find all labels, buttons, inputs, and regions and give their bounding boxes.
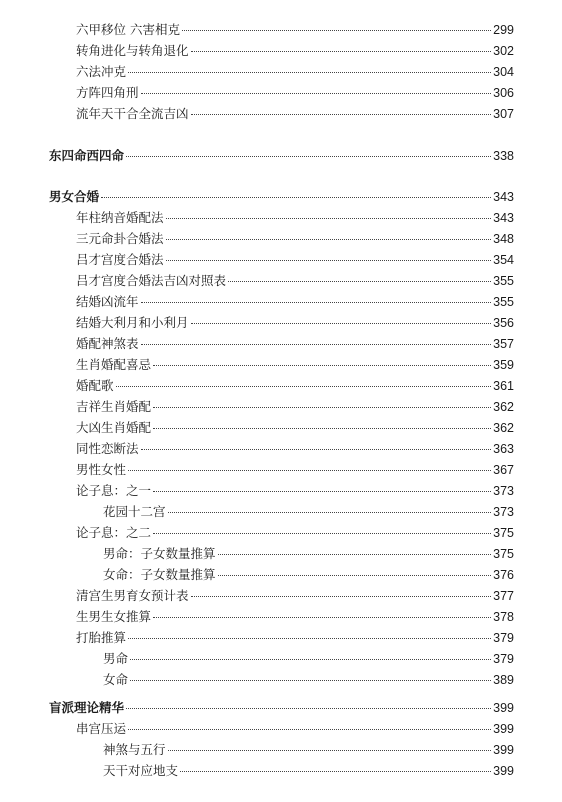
toc-entry: [76, 85, 514, 101]
toc-page-number: 343: [493, 190, 514, 204]
toc-entry-title: 男命：子女数量推算: [103, 546, 216, 561]
toc-entry-title: 流年天干合全流吉凶: [76, 106, 189, 121]
toc-entry-title: 女命：子女数量推算: [103, 567, 216, 582]
toc-entry: [76, 609, 514, 625]
toc-page-number: 338: [493, 149, 514, 163]
toc-entry: [76, 525, 514, 541]
dot-leader: [116, 386, 492, 387]
toc-entry: [76, 273, 514, 289]
dot-leader: [218, 554, 492, 555]
dot-leader: [141, 344, 492, 345]
toc-page-number: 357: [493, 337, 514, 351]
dot-leader: [228, 281, 491, 282]
toc-entry-title: 结婚大利月和小利月: [76, 315, 189, 330]
toc-page-number: 355: [493, 274, 514, 288]
toc-page-number: 375: [493, 547, 514, 561]
toc-entry-title: 男女合婚: [49, 189, 100, 204]
toc-entry: [76, 22, 514, 38]
dot-leader: [130, 680, 491, 681]
toc-page-number: 304: [493, 65, 514, 79]
toc-page-number: 363: [493, 442, 514, 456]
dot-leader: [126, 708, 491, 709]
toc-entry: [76, 588, 514, 604]
toc-entry-title: 论子息：之二: [76, 525, 152, 540]
toc-page-number: 354: [493, 253, 514, 267]
toc-page-number: 348: [493, 232, 514, 246]
toc-entry: [76, 106, 514, 122]
dot-leader: [191, 323, 492, 324]
dot-leader: [141, 302, 492, 303]
toc-entry: [76, 231, 514, 247]
dot-leader: [153, 617, 491, 618]
toc-entry: [76, 64, 514, 80]
toc-entry-title: 天干对应地支: [103, 763, 179, 778]
dot-leader: [128, 638, 491, 639]
dot-leader: [128, 729, 491, 730]
toc-entry-title: 打胎推算: [76, 630, 127, 645]
toc-page-number: 362: [493, 400, 514, 414]
dot-leader: [191, 114, 492, 115]
toc-entry-title: 神煞与五行: [103, 742, 166, 757]
toc-entry-title: 女命: [103, 672, 129, 687]
toc-entry: [76, 210, 514, 226]
toc-entry: [103, 763, 514, 779]
toc-entry-title: 婚配歌: [76, 378, 114, 393]
dot-leader: [218, 575, 492, 576]
toc-page-number: 359: [493, 358, 514, 372]
toc-page-number: 399: [493, 743, 514, 757]
toc-entry-title: 转角进化与转角退化: [76, 43, 189, 58]
toc-entry-title: 花园十二宫: [103, 504, 166, 519]
dot-leader: [130, 659, 491, 660]
toc-page-number: 306: [493, 86, 514, 100]
dot-leader: [191, 51, 492, 52]
toc-page-number: 379: [493, 652, 514, 666]
toc-entry-title: 盲派理论精华: [49, 700, 125, 715]
toc-entry: [76, 441, 514, 457]
toc-page-number: 361: [493, 379, 514, 393]
toc-entry-title: 结婚凶流年: [76, 294, 139, 309]
toc-entry: [76, 315, 514, 331]
toc-entry-title: 六甲移位 六害相克: [76, 22, 180, 37]
toc-page-number: 376: [493, 568, 514, 582]
dot-leader: [182, 30, 491, 31]
toc-entry-title: 大凶生肖婚配: [76, 420, 152, 435]
dot-leader: [153, 491, 491, 492]
dot-leader: [153, 428, 491, 429]
toc-entry-title: 串宫压运: [76, 721, 127, 736]
toc-page-number: 302: [493, 44, 514, 58]
toc-entry: [103, 742, 514, 758]
toc-entry: [76, 252, 514, 268]
toc-entry: [76, 336, 514, 352]
dot-leader: [166, 218, 492, 219]
toc-entry: [76, 294, 514, 310]
toc-entry-title: 论子息：之一: [76, 483, 152, 498]
toc-page-number: 299: [493, 23, 514, 37]
toc-entry-title: 男性女性: [76, 462, 127, 477]
toc-page-number: 399: [493, 722, 514, 736]
toc-entry-title: 年柱纳音婚配法: [76, 210, 164, 225]
toc-entry: [76, 399, 514, 415]
dot-leader: [141, 449, 492, 450]
toc-entry-title: 同性恋断法: [76, 441, 139, 456]
toc-entry: [76, 483, 514, 499]
toc-page-number: 373: [493, 505, 514, 519]
toc-section-heading: [49, 148, 514, 164]
toc-entry: [76, 420, 514, 436]
toc-entry-title: 三元命卦合婚法: [76, 231, 164, 246]
toc-page-number: 379: [493, 631, 514, 645]
toc-page-number: 367: [493, 463, 514, 477]
toc-entry: [103, 546, 514, 562]
toc-entry-title: 婚配神煞表: [76, 336, 139, 351]
toc-page-number: 389: [493, 673, 514, 687]
toc-entry: [76, 378, 514, 394]
toc-entry-title: 生男生女推算: [76, 609, 152, 624]
dot-leader: [153, 407, 491, 408]
toc-entry-title: 方阵四角刑: [76, 85, 139, 100]
toc-page-number: 343: [493, 211, 514, 225]
toc-page-number: 399: [493, 701, 514, 715]
toc-entry: [103, 651, 514, 667]
toc-section-heading: [49, 189, 514, 205]
dot-leader: [191, 596, 492, 597]
toc-page-number: 355: [493, 295, 514, 309]
dot-leader: [141, 93, 492, 94]
dot-leader: [168, 512, 492, 513]
toc-page-number: 377: [493, 589, 514, 603]
toc-page-number: 373: [493, 484, 514, 498]
toc-entry: [76, 630, 514, 646]
toc-entry-title: 六法冲克: [76, 64, 127, 79]
dot-leader: [128, 72, 491, 73]
toc-page-number: 378: [493, 610, 514, 624]
toc-entry: [76, 43, 514, 59]
toc-entry: [76, 721, 514, 737]
dot-leader: [126, 156, 491, 157]
dot-leader: [166, 239, 492, 240]
toc-page-number: 399: [493, 764, 514, 778]
toc-page-number: 362: [493, 421, 514, 435]
toc-page-number: 307: [493, 107, 514, 121]
toc-entry-title: 吕才宫度合婚法吉凶对照表: [76, 273, 227, 288]
dot-leader: [166, 260, 492, 261]
toc-entry-title: 清宫生男育女预计表: [76, 588, 189, 603]
toc-page-number: 356: [493, 316, 514, 330]
dot-leader: [128, 470, 491, 471]
toc-entry-title: 东四命西四命: [49, 148, 125, 163]
dot-leader: [180, 771, 491, 772]
toc-entry: [103, 567, 514, 583]
toc-section-heading: [49, 700, 514, 716]
dot-leader: [153, 365, 491, 366]
dot-leader: [153, 533, 491, 534]
dot-leader: [101, 197, 491, 198]
toc-entry: [103, 504, 514, 520]
toc-entry-title: 吕才宫度合婚法: [76, 252, 164, 267]
toc-entry-title: 生肖婚配喜忌: [76, 357, 152, 372]
toc-entry: [76, 462, 514, 478]
toc-page-number: 375: [493, 526, 514, 540]
toc-entry: [103, 672, 514, 688]
toc-entry-title: 吉祥生肖婚配: [76, 399, 152, 414]
toc-entry: [76, 357, 514, 373]
toc-entry-title: 男命: [103, 651, 129, 666]
dot-leader: [168, 750, 492, 751]
